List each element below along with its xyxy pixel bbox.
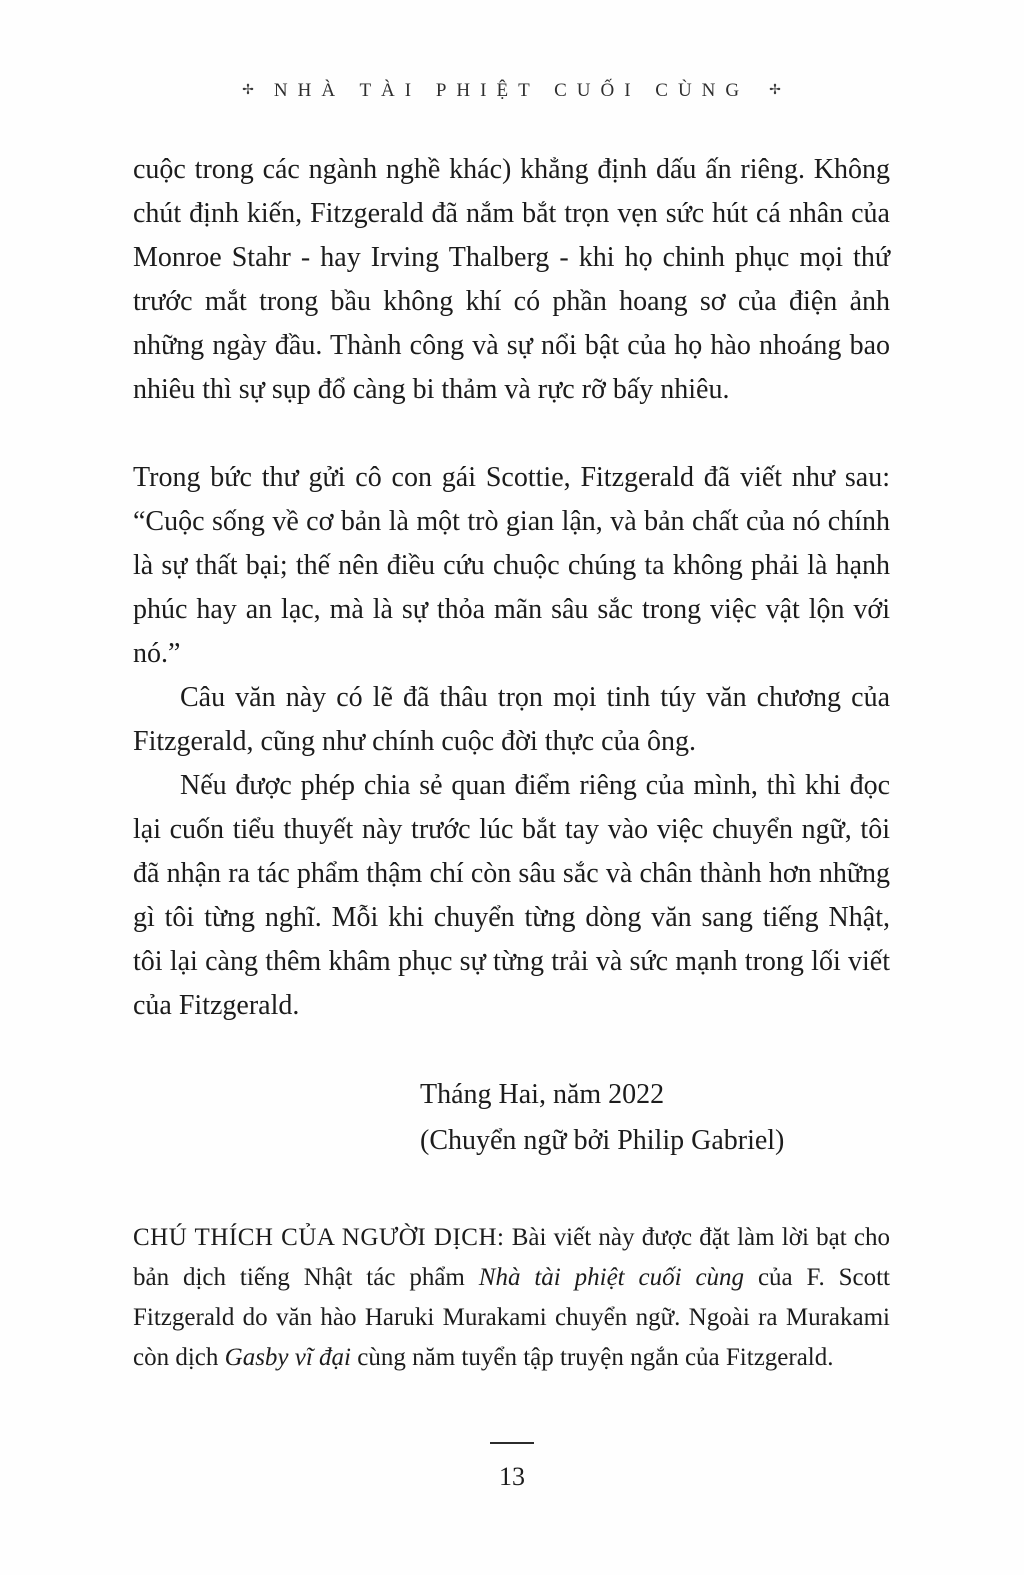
note-text-2: của F. Scott Fitzgerald do văn hào Haruki Murakami chuyển ngữ. Ngoài ra Murakami còn dịch — [133, 1264, 890, 1371]
running-header — [133, 80, 890, 102]
paragraph-2: Trong bức thư gửi cô con gái Scottie, Fitzgerald đã viết như sau: “Cuộc sống về cơ bản là một trò gian lận, và bản chất của nó chính là sự thất bại; thế nên điều cứu chuộc chúng ta không phải là hạnh phúc hay an lạc, mà là sự thỏa mãn sâu sắc trong việc vật lộn với nó.” — [133, 462, 890, 669]
fleuron-right-icon: ✢ — [769, 82, 781, 98]
paragraph-3: Câu văn này có lẽ đã thâu trọn mọi tinh túy văn chương của Fitzgerald, cũng như chính cuộc đời thực của ông. — [133, 682, 890, 757]
note-text-1: Bài viết này được đặt làm lời bạt cho bản dịch tiếng Nhật tác phẩm — [133, 1224, 890, 1291]
note-book-title-1: Nhà tài phiệt cuối cùng — [478, 1264, 745, 1291]
signature-date: Tháng Hai, năm 2022 — [420, 1079, 665, 1110]
footer-rule — [490, 1442, 534, 1444]
paragraph-4: Nếu được phép chia sẻ quan điểm riêng của mình, thì khi đọc lại cuốn tiểu thuyết này trước lúc bắt tay vào việc chuyển ngữ, tôi đã nhận ra tác phẩm thậm chí còn sâu sắc và chân thành hơn những gì tôi từng nghĩ. Mỗi khi chuyển từng dòng văn sang tiếng Nhật, tôi lại càng thêm khâm phục sự từng trải và sức mạnh trong lối viết của Fitzgerald. — [133, 770, 890, 1021]
note-text-3: cùng năm tuyển tập truyện ngắn của Fitzgerald. — [351, 1344, 834, 1371]
paragraph-1: cuộc trong các ngành nghề khác) khẳng định dấu ấn riêng. Không chút định kiến, Fitzgerald đã nắm bắt trọn vẹn sức hút cá nhân của Monroe Stahr - hay Irving Thalberg - khi họ chinh phục mọi thứ trước mắt trong bầu không khí có phần hoang sơ của điện ảnh những ngày đầu. Thành công và sự nổi bật của họ hào nhoáng bao nhiêu thì sự sụp đổ càng bi thảm và rực rỡ bấy nhiêu. — [133, 154, 890, 405]
note-book-title-2: Gasby vĩ đại — [224, 1344, 352, 1371]
page-footer — [0, 1442, 1024, 1492]
page-number: 13 — [499, 1462, 525, 1491]
fleuron-left-icon: ✢ — [242, 82, 254, 98]
book-title: NHÀ TÀI PHIỆT CUỐI CÙNG — [273, 80, 750, 101]
translator-note — [133, 1218, 890, 1378]
page-body — [133, 148, 890, 1378]
note-label: CHÚ THÍCH CỦA NGƯỜI DỊCH: — [133, 1224, 505, 1251]
signature-translator: (Chuyển ngữ bởi Philip Gabriel) — [420, 1125, 785, 1156]
signature-block — [420, 1072, 890, 1164]
